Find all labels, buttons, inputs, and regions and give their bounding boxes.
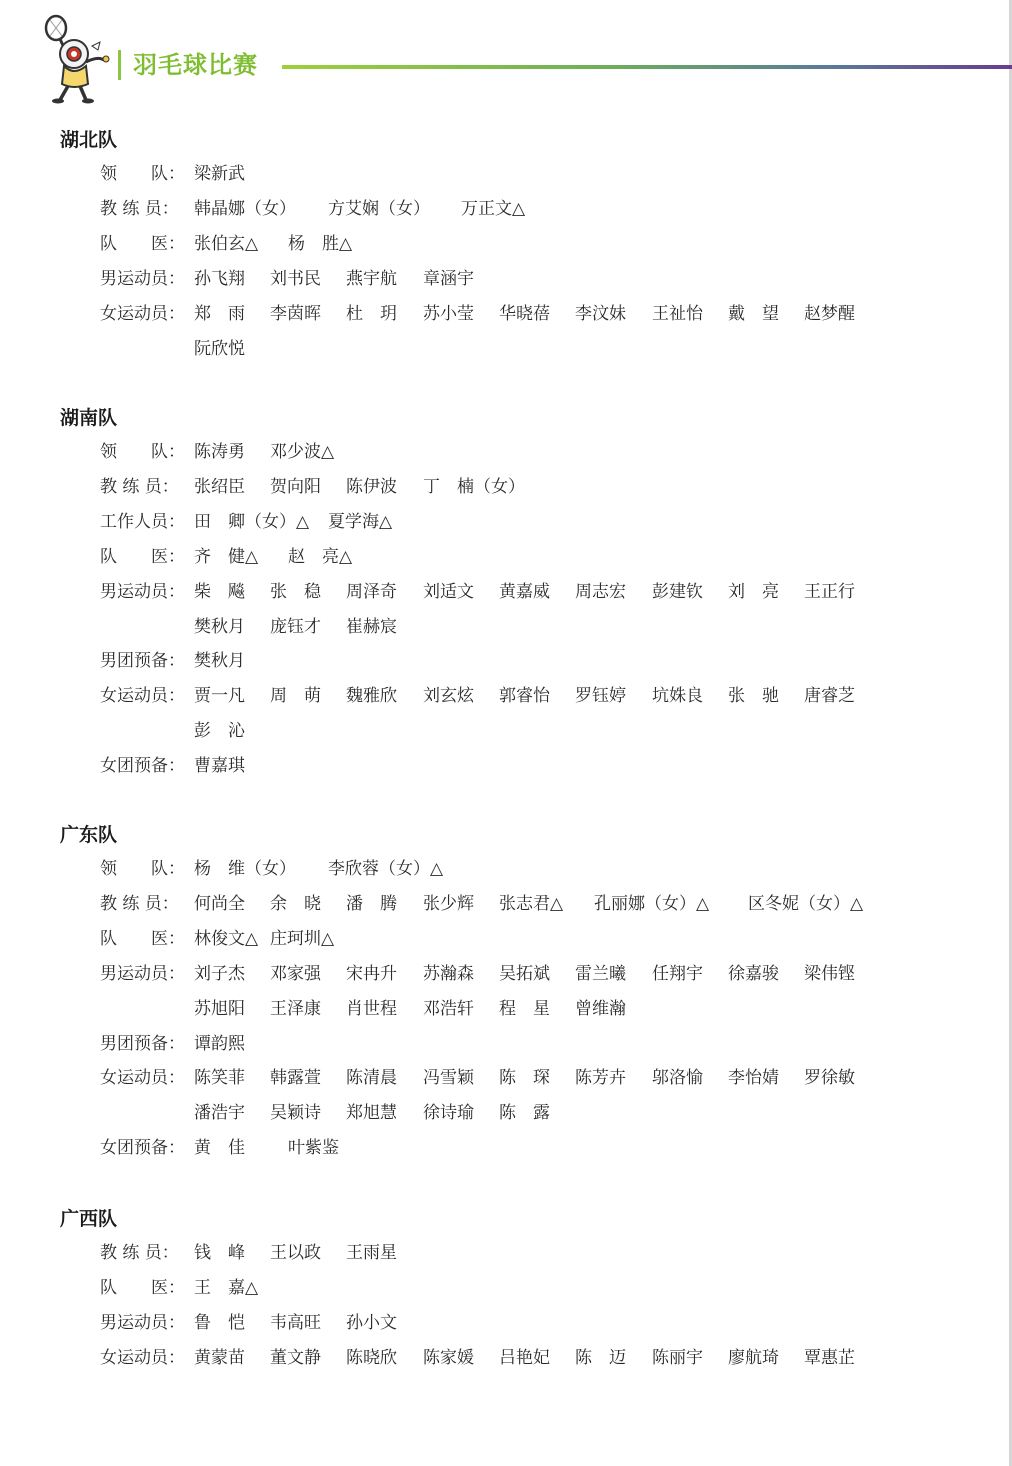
role-label: 男运动员： [100,963,185,984]
team-title: 广西队 [60,1208,118,1230]
member-name: 吕艳妃 [499,1347,550,1368]
member-name: 杨 维（女） [194,859,296,879]
role-label: 男运动员： [100,268,185,289]
member-name: 徐嘉骏 [728,963,779,984]
member-name: 李怡婧 [728,1068,779,1089]
member-name: 刘书民 [270,268,321,289]
member-name: 刘子杰 [194,963,245,984]
member-name: 庄珂圳△ [270,928,335,949]
member-name: 韩露萱 [270,1068,321,1089]
member-name: 杜 玥 [346,303,397,324]
member-name: 夏学海△ [328,511,393,532]
member-name: 崔赫宸 [346,616,397,637]
member-name: 魏雅欣 [346,686,397,707]
member-name: 章涵宇 [423,268,474,289]
team-title: 湖北队 [60,129,118,151]
header-gradient-line [282,65,1012,69]
member-name: 吴颖诗 [270,1103,321,1124]
member-name: 梁伟铿 [804,963,855,984]
member-name: 田 卿（女）△ [194,511,310,532]
member-name: 雷兰曦 [575,963,626,984]
member-name: 周 萌 [270,686,321,707]
member-name: 余 晓 [270,893,321,914]
role-label: 女运动员： [100,303,185,324]
role-label: 男运动员： [100,581,185,602]
member-name: 刘 亮 [728,581,779,602]
member-name: 张绍臣 [194,476,245,497]
member-name: 刘玄炫 [423,686,474,707]
member-name: 孔丽娜（女）△ [594,893,710,914]
member-name: 阮欣悦 [194,338,245,359]
page-header [0,0,1012,110]
member-name: 王正行 [804,581,855,602]
member-name: 张 稳 [270,581,321,602]
member-name: 樊秋月 [194,616,245,637]
member-name: 王雨星 [346,1243,397,1263]
member-name: 郑旭慧 [346,1103,397,1124]
member-name: 陈涛勇 [194,442,245,462]
member-name: 陈 琛 [499,1068,550,1089]
member-name: 樊秋月 [194,651,245,672]
member-name: 赵梦醒 [804,303,855,324]
member-name: 苏瀚森 [423,963,474,984]
member-name: 王泽康 [270,998,321,1019]
member-name: 王 嘉△ [194,1277,259,1298]
member-name: 罗钰婷 [575,686,626,707]
member-name: 庞钰才 [270,616,321,637]
member-name: 宋冉升 [346,963,397,984]
member-name: 陈丽宇 [652,1347,703,1368]
member-name: 贺向阳 [270,476,321,497]
role-label: 队 医： [100,928,185,949]
member-name: 丁 楠（女） [423,476,525,497]
role-label: 女运动员： [100,686,185,707]
member-name: 陈 露 [499,1103,550,1124]
team-title: 湖南队 [60,407,118,429]
member-name: 曹嘉琪 [194,756,245,777]
member-name: 冯雪颖 [423,1068,474,1089]
member-name: 潘浩宇 [194,1103,245,1124]
member-name: 肖世程 [346,998,397,1019]
member-name: 潘 腾 [346,893,397,914]
role-label: 领 队： [100,859,185,879]
member-name: 黄蒙苗 [194,1347,245,1368]
member-name: 郭睿怡 [499,686,550,707]
member-name: 华晓蓓 [499,303,550,324]
role-label: 男团预备： [100,1033,185,1054]
member-name: 鲁 恺 [194,1312,245,1333]
member-name: 万正文△ [461,198,526,219]
role-label: 领 队： [100,164,185,184]
member-name: 邓浩轩 [423,998,474,1019]
member-name: 陈笑菲 [194,1068,245,1089]
member-name: 黄嘉威 [499,581,550,602]
role-label: 男运动员： [100,1312,185,1333]
member-name: 廖航琦 [728,1347,779,1368]
member-name: 邬洛愉 [652,1068,703,1089]
role-label: 女运动员： [100,1347,185,1368]
member-name: 何尚全 [194,893,245,914]
role-label: 队 医： [100,1277,185,1298]
member-name: 贾一凡 [194,686,245,707]
member-name: 邓家强 [270,963,321,984]
member-name: 陈清晨 [346,1068,397,1089]
member-name: 李汶妹 [575,303,626,324]
member-name: 吴拓斌 [499,963,550,984]
member-name: 叶紫鉴 [288,1138,339,1159]
member-name: 苏旭阳 [194,998,245,1019]
member-name: 张 驰 [728,686,779,707]
member-name: 周志宏 [575,581,626,602]
member-name: 覃惠芷 [804,1347,855,1368]
role-label: 队 医： [100,233,185,254]
member-name: 张志君△ [499,893,564,914]
member-name: 程 星 [499,998,550,1019]
member-name: 刘适文 [423,581,474,602]
member-name: 杨 胜△ [288,233,353,254]
role-label: 教 练 员： [100,1243,179,1263]
member-name: 陈 迈 [575,1347,626,1368]
member-name: 陈伊波 [346,476,397,497]
member-name: 曾维瀚 [575,998,626,1019]
member-name: 张少辉 [423,893,474,914]
member-name: 戴 望 [728,303,779,324]
member-name: 陈晓欣 [346,1347,397,1368]
member-name: 彭 沁 [194,721,245,742]
member-name: 梁新武 [194,164,245,184]
member-name: 赵 亮△ [288,546,353,567]
member-name: 林俊文△ [194,928,259,949]
member-name: 陈芳卉 [575,1068,626,1089]
member-name: 韩晶娜（女） [194,198,296,219]
member-name: 区冬妮（女）△ [748,893,864,914]
member-name: 罗徐敏 [804,1068,855,1089]
member-name: 齐 健△ [194,546,259,567]
role-label: 教 练 员： [100,198,179,219]
member-name: 徐诗瑜 [423,1103,474,1124]
member-name: 李欣蓉（女）△ [328,859,444,879]
member-name: 任翔宇 [652,963,703,984]
member-name: 彭建钦 [652,581,703,602]
member-name: 董文静 [270,1347,321,1368]
role-label: 领 队： [100,442,185,462]
member-name: 唐睿芝 [804,686,855,707]
member-name: 谭韵熙 [194,1033,245,1054]
role-label: 男团预备： [100,651,185,672]
member-name: 燕宇航 [346,268,397,289]
member-name: 王以政 [270,1243,321,1263]
member-name: 郑 雨 [194,303,245,324]
member-name: 韦高旺 [270,1312,321,1333]
role-label: 教 练 员： [100,476,179,497]
member-name: 黄 佳 [194,1138,245,1159]
member-name: 方艾娴（女） [328,198,430,219]
role-label: 女团预备： [100,756,185,777]
member-name: 周泽奇 [346,581,397,602]
member-name: 孙飞翔 [194,268,245,289]
role-label: 工作人员： [100,511,185,532]
header-divider [118,50,121,80]
badminton-mascot-icon [34,14,114,104]
role-label: 女团预备： [100,1138,185,1159]
role-label: 女运动员： [100,1068,185,1089]
role-label: 队 医： [100,546,185,567]
member-name: 张伯玄△ [194,233,259,254]
member-name: 邓少波△ [270,442,335,462]
member-name: 钱 峰 [194,1243,245,1263]
role-label: 教 练 员： [100,893,179,914]
member-name: 苏小莹 [423,303,474,324]
member-name: 王祉怡 [652,303,703,324]
team-title: 广东队 [60,824,118,846]
section-title: 羽毛球比赛 [133,51,258,79]
member-name: 坑姝良 [652,686,703,707]
member-name: 陈家媛 [423,1347,474,1368]
member-name: 李茵晖 [270,303,321,324]
member-name: 柴 飚 [194,581,245,602]
member-name: 孙小文 [346,1312,397,1333]
